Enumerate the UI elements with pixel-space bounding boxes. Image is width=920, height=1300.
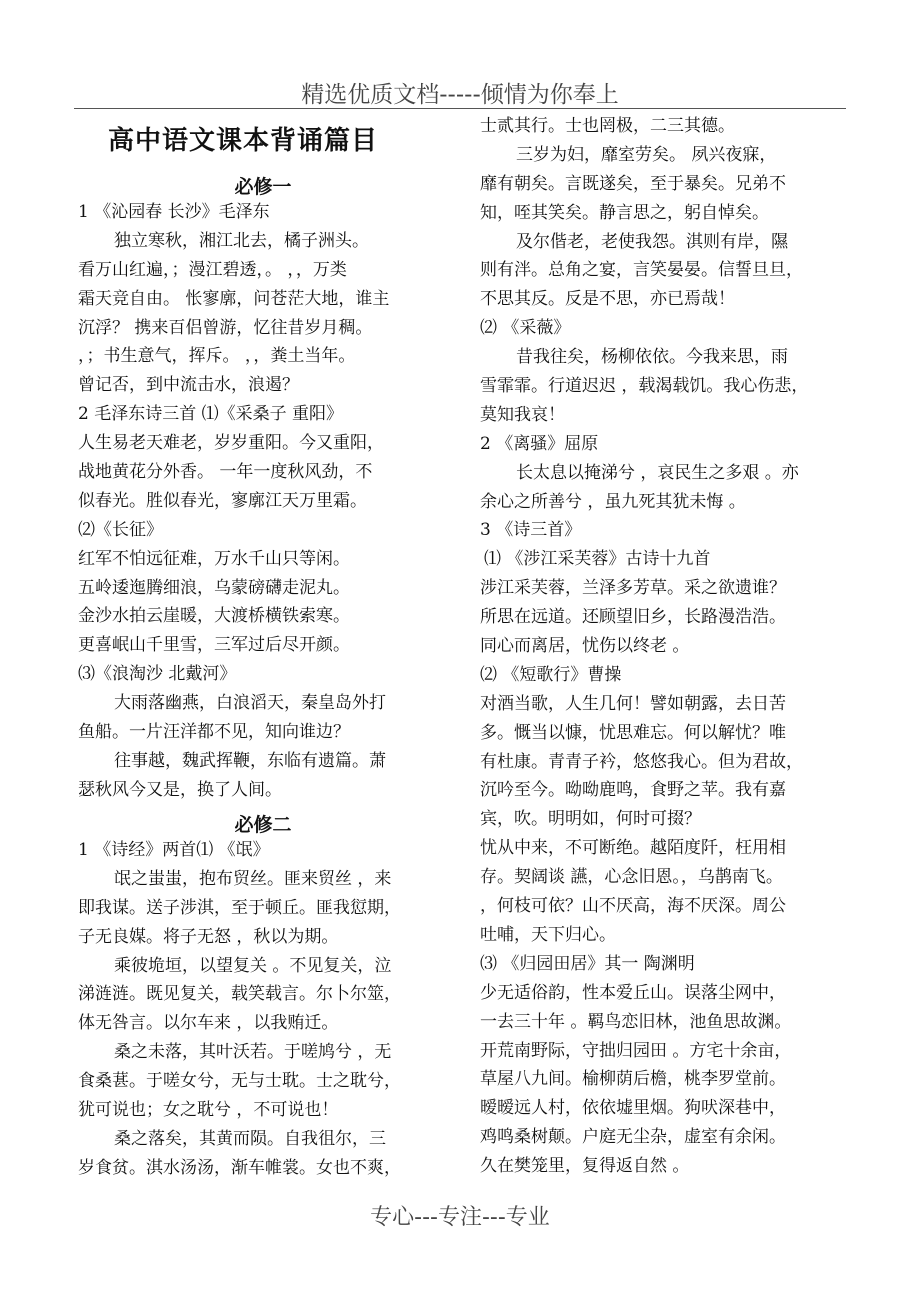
text-line: 食桑葚。于嗟女兮，无与士耽。士之耽兮， xyxy=(78,1071,401,1092)
text-line: 吐哺，天下归心。 xyxy=(480,924,616,945)
text-line: 看万山红遍，；漫江碧透，。 ，，万类 xyxy=(78,259,347,280)
text-line: 一去三十年 。羁鸟恋旧林，池鱼思故渊。 xyxy=(480,1011,792,1032)
text-line: 少无适俗韵，性本爱丘山。误落尘网中， xyxy=(480,982,786,1003)
text-line: 存。契阔谈 讌，心念旧恩。，乌鹊南飞。 xyxy=(480,867,783,888)
text-line: 岁食贫。淇水汤汤，渐车帷裳。女也不爽， xyxy=(78,1157,401,1178)
text-line: 2 毛泽东诗三首 ⑴《采桑子 重阳》 xyxy=(78,404,344,425)
text-line: 犹可说也；女之耽兮 ，不可说也！ xyxy=(78,1100,339,1121)
text-line: 宾，吹。明明如，何时可掇？ xyxy=(480,809,701,830)
text-line: 及尔偕老，老使我怨。淇则有岸，隰 xyxy=(516,231,788,252)
text-line: 氓之蚩蚩，抱布贸丝。匪来贸丝 ，来 xyxy=(114,868,392,889)
text-line: 红军不怕远征难，万水千山只等闲。 xyxy=(78,548,350,569)
text-line: 有杜康。青青子衿，悠悠我心。但为君故， xyxy=(480,751,803,772)
text-line: 往事越，魏武挥鞭，东临有遗篇。萧 xyxy=(114,750,386,771)
text-line: 似春光。胜似春光，寥廓江天万里霜。 xyxy=(78,490,367,511)
document-title: 高中语文课本背诵篇目 xyxy=(108,126,379,156)
text-line: ⑵《长征》 xyxy=(78,519,163,540)
text-line: 1 《诗经》两首⑴ 《氓》 xyxy=(78,840,270,860)
text-line: 战地黄花分外香。 一年一度秋风劲，不 xyxy=(78,462,373,483)
text-line: 则有泮。总角之宴，言笑晏晏。信誓旦旦， xyxy=(480,260,803,281)
text-line: 更喜岷山千里雪，三军过后尽开颜。 xyxy=(78,635,350,656)
text-line: 雪霏霏。行道迟迟 ，载渴载饥。我心伤悲， xyxy=(480,376,809,397)
text-line: 知，咥其笑矣。静言思之，躬自悼矣。 xyxy=(480,202,769,223)
text-line: 不思其反。反是不思，亦已焉哉！ xyxy=(480,289,735,310)
text-line: 体无咎言。以尔车来 ，以我贿迁。 xyxy=(78,1013,339,1034)
text-line: 涕涟涟。既见复关，载笑载言。尔卜尔筮， xyxy=(78,984,401,1005)
text-line: 金沙水拍云崖暖，大渡桥横铁索寒。 xyxy=(78,606,350,627)
text-line: 桑之落矣，其黄而陨。自我徂尔，三 xyxy=(114,1128,386,1149)
text-line: 余心之所善兮 ，虽九死其犹未悔 。 xyxy=(480,491,746,512)
text-line: 靡有朝矣。言既遂矣，至于暴矣。兄弟不 xyxy=(480,173,786,194)
page-header: 精选优质文档-----倾情为你奉上 xyxy=(301,82,619,108)
text-line: 鸡鸣桑树颠。户庭无尘杂，虚室有余闲。 xyxy=(480,1127,786,1148)
text-line: 开荒南野际，守拙归园田 。方宅十余亩， xyxy=(480,1040,792,1061)
section-title-bixiu-2: 必修二 xyxy=(234,814,292,836)
text-line: 长太息以掩涕兮 ，哀民生之多艰 。亦 xyxy=(516,462,799,483)
text-line: 昔我往矣，杨柳依依。今我来思，雨 xyxy=(516,347,788,368)
text-line: ⑵ 《短歌行》曹操 xyxy=(480,664,622,685)
text-line: 三岁为妇，靡室劳矣。 夙兴夜寐， xyxy=(516,144,777,165)
text-line: 暧暧远人村，依依墟里烟。狗吠深巷中， xyxy=(480,1098,786,1119)
text-line: 鱼船。一片汪洋都不见，知向谁边？ xyxy=(78,722,350,743)
text-line: ⑴ 《涉江采芙蓉》古诗十九首 xyxy=(484,549,711,570)
text-line: ，何枝可依？山不厌高，海不厌深。周公 xyxy=(480,896,786,917)
right-column xyxy=(480,112,850,1181)
text-line: ⑵ 《采薇》 xyxy=(480,318,571,339)
text-line: 涉江采芙蓉，兰泽多芳草。采之欲遗谁？ xyxy=(480,578,786,599)
text-line: 大雨落幽燕，白浪滔天，秦皇岛外打 xyxy=(114,693,386,714)
text-line: 久在樊笼里，复得返自然 。 xyxy=(480,1156,690,1177)
section-title-bixiu-1: 必修一 xyxy=(234,176,292,198)
text-line: 多。慨当以慷，忧思难忘。何以解忧？唯 xyxy=(480,722,786,743)
text-line: 1 《沁园春 长沙》毛泽东 xyxy=(78,202,270,222)
left-column-part2 xyxy=(78,836,448,1183)
text-line: ⑶《浪淘沙 北戴河》 xyxy=(78,664,237,685)
text-line: 同心而离居，忧伤以终老 。 xyxy=(480,636,690,657)
text-line: 沉浮？ 携来百侣曾游，忆往昔岁月稠。 xyxy=(78,317,373,338)
text-line: 即我谋。送子涉淇，至于顿丘。匪我愆期， xyxy=(78,897,401,918)
text-line: 五岭逶迤腾细浪，乌蒙磅礴走泥丸。 xyxy=(78,577,350,598)
text-line: 桑之未落，其叶沃若。于嗟鸠兮 ，无 xyxy=(114,1042,392,1063)
text-line: 瑟秋风今又是，换了人间。 xyxy=(78,779,282,800)
text-line: ⑶ 《归园田居》其一 陶渊明 xyxy=(480,953,695,974)
text-line: 乘彼垝垣，以望复关 。不见复关，泣 xyxy=(114,955,392,976)
text-line: 3 《诗三首》 xyxy=(480,520,582,541)
text-line: 所思在远道。还顾望旧乡，长路漫浩浩。 xyxy=(480,607,786,628)
text-line: 士贰其行。士也罔极，二三其德。 xyxy=(480,116,735,136)
text-line: 子无良媒。将子无怒 ，秋以为期。 xyxy=(78,926,339,947)
text-line: ，；书生意气，挥斥。 ，，粪土当年。 xyxy=(78,346,356,367)
text-line: 忧从中来，不可断绝。越陌度阡，枉用相 xyxy=(480,838,786,859)
text-line: 人生易老天难老，岁岁重阳。今又重阳， xyxy=(78,433,384,454)
header-divider xyxy=(74,108,846,109)
text-line: 草屋八九间。榆柳荫后檐，桃李罗堂前。 xyxy=(480,1069,786,1090)
text-line: 霜天竞自由。 怅寥廓，问苍茫大地，谁主 xyxy=(78,288,390,309)
page-footer: 专心---专注---专业 xyxy=(370,1205,550,1230)
text-line: 曾记否，到中流击水，浪遏？ xyxy=(78,375,299,396)
text-line: 沉吟至今。呦呦鹿鸣，食野之苹。我有嘉 xyxy=(480,780,786,801)
text-line: 对酒当歌，人生几何！譬如朝露，去日苦 xyxy=(480,693,786,714)
left-column-part1 xyxy=(78,198,448,805)
text-line: 2 《离骚》屈原 xyxy=(480,433,599,454)
text-line: 莫知我哀！ xyxy=(480,404,565,425)
text-line: 独立寒秋，湘江北去，橘子洲头。 xyxy=(114,230,369,251)
